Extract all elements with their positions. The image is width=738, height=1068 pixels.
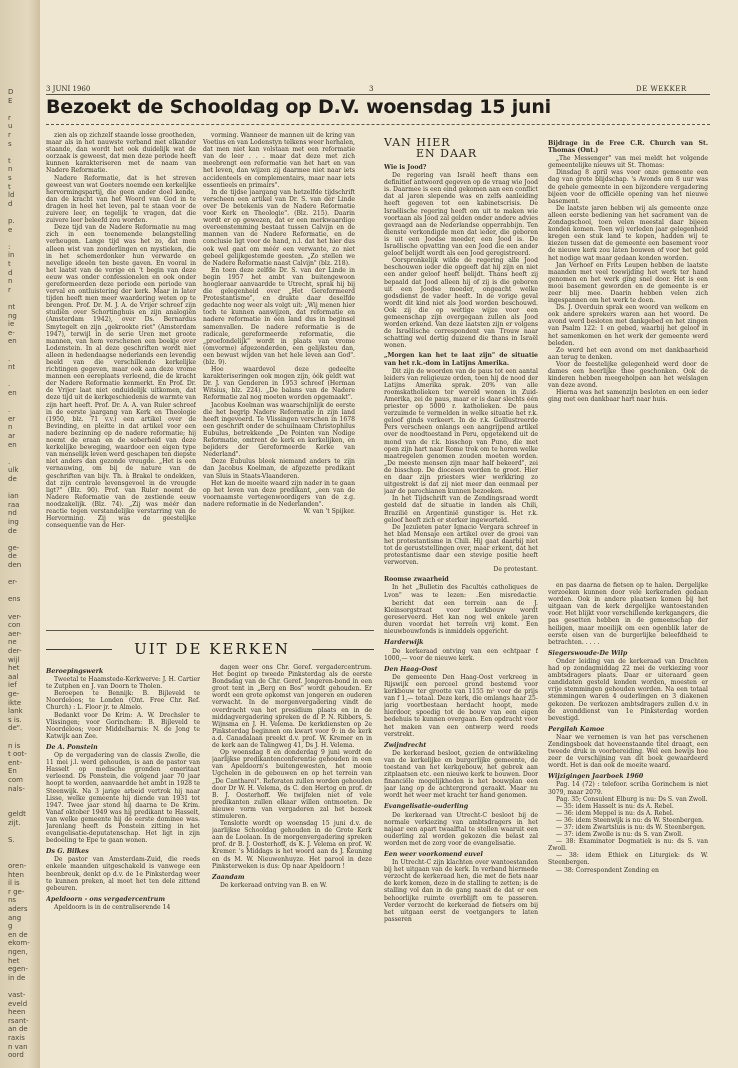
gutter-fragment: geldt <box>8 810 26 819</box>
signature: De protestant. <box>493 566 538 574</box>
paragraph: — 37: idem Zwartsluis is nu: ds W. Steenbergen. <box>556 824 706 831</box>
gutter-fragment: in <box>8 251 15 260</box>
title-rule-left <box>46 649 112 650</box>
paragraph: Het kan de moeite waard zijn nader in te gaan op het leven van deze predikant, „een van de voornaamste vertegenwoordigers van de z.g. nadere reformatie in de Nederlanden". <box>203 479 355 508</box>
gutter-fragment: ge- <box>8 543 20 552</box>
paragraph: — 38: idem Ethiek en Liturgiek: ds W. Steenbergen. <box>548 852 708 867</box>
gutter-fragment: oren- <box>8 862 27 870</box>
gutter-fragment: ulk <box>8 466 19 475</box>
paragraph: Bedankt voor De Krim: A. W. Drechsler te Vlissingen; voor Gorinchem: B. Bijleveld te Noordeloos; voor Middelharnis: N. de Jong te Katwijk aan Zee. <box>46 711 200 740</box>
gutter-fragment: . <box>8 406 11 415</box>
gutter-fragment: lank <box>8 707 23 716</box>
paragraph: Deze Eubulus bleek niemand anders te zijn dan Jacobus Koelman, de afgezette predikant van Sluis in Staats-Vlaanderen. <box>203 458 355 480</box>
gutter-fragment: in de <box>8 973 26 982</box>
kerken-column-4 <box>548 582 708 1060</box>
paragraph: Oorspronkelijk wilde de regering alle Jood beschouwen ieder die opgeeft dat hij zijn en niet een ander geloof heeft belijdt. Thans heeft zij bepaald dat Jood alleen hij of zij is die geboren uit een Joodse moeder, ongeacht welke godsdienst de vader heeft. In de vorige geval wordt dit kind niet als Jood worden beschouwd. Ook zij die op wettige wijze voor een gemeenschap zijn overgegaan zullen als Jood worden erkend. Van deze laatsten zijn er volgens de Israëlische correspondent van Trouw naar schatting wel dertig duizend die thans in Israël wonen. <box>384 257 538 350</box>
paragraph: De Jezuïeten pater Ignacio Vergara schreef in het blad Mensaje een artikel over de groei van het protestantisme in Chili. Hij gaat daarbij niet tot de geruststellingen over, maar erkent, dat het protestantisme daar een stevige positie heeft verworven. <box>384 523 538 567</box>
gutter-fragment: En <box>8 767 17 776</box>
paragraph: De kerkeraad van Utrecht-C besloot bij de normale verkiezing van ambtsdragers in het najaar een apart twaalftal te stellen waaruit een ouderling zal worden gekozen die belast zal worden met de zorg voor de evangelisatie. <box>384 811 538 847</box>
gutter-fragment: heen <box>8 1008 26 1017</box>
adjacent-page-gutter <box>0 0 40 1068</box>
gutter-fragment: ne <box>8 638 17 647</box>
paragraph: Tenslotte wordt op woensdag 15 juni d.v. de jaarlijkse Schooldag gehouden in de Grote Kerk aan de Loolaan. In de morgenvergadering spreken prof. dr B. J. Oosterhoff, ds K. J. Velema en prof. W. Kremer. 's Middags is het woord aan ds J. Keuning en ds M. W. Nieuwenhuyze. Het parool in deze Pinksterweken is dus: Op naar Apeldoorn ! <box>212 820 372 870</box>
gutter-fragment: eveld <box>8 999 28 1008</box>
item-heading: Wie is Jood? <box>384 164 427 171</box>
paragraph: dagen weer ons Chr. Geref. vergadercentrum. Het begint op tweede Pinksterdag als de eerste Bondsdag van de Chr. Geref. Jongeren-bond in een groot tent in „Berg en Bos" wordt gehouden. Er wordt een grote opkomst van jongeren en ouderen verwacht. In de morgenvergadering vindt de overdracht van het presidium plaats en in de middagvergadering spreken de dl P. N. Ribbers, S. Wijnsma en J. H. Velema. De kerkdiensten op 2e Pinksterdag beginnen om kwart voor 9: in de kerk a.d. Canadalaan preekt d.v. prof. W. Kremer en in de kerk aan de Talingweg 41, Ds J. H. Velema. <box>212 664 372 750</box>
item-heading: Beroepingswerk <box>46 668 104 675</box>
paragraph: bericht dat een terrein aan de J. Kleinsorgstraat voor kerkbouw wordt gereserveerd. Het kan nog wel enkele jaren duren voordat het terrein vrij komt. Een nieuwbouwfonds is inmiddels opgericht. <box>384 600 538 636</box>
paragraph: De kerkeraad ontving van B. en W. <box>220 881 328 889</box>
paragraph: — 36: idem Meppel is nu: ds A. Rebel. <box>556 809 674 817</box>
gutter-fragment: de <box>8 475 17 483</box>
gutter-fragment: het <box>8 956 20 965</box>
gutter-fragment: s is. <box>8 715 22 724</box>
paragraph: De pastor van Amsterdam-Zuid, die reeds enkele maanden uitgeschakeld is vanwege een beenbreuk, denkt op d.v. de 1e Pinksterdag weer te kunnen preken, al moet het ten dele zittend gebeuren. <box>46 856 200 892</box>
uit-de-kerken-title: UIT DE KERKEN <box>134 640 290 658</box>
gutter-fragment: u <box>8 122 13 131</box>
paragraph: De kerkeraad besloot, gezien de ontwikkeling van de kerkelijke en burgerlijke gemeente, de toestand van het kerkgebouw, het gebrek aan zitplaatsen etc. een nieuwe kerk te bouwen. Door financiële mogelijkheden is het bouwplan een jaar lang op de achtergrond geraakt. Maar nu wordt het weer met kracht ter hand genomen. <box>384 749 538 800</box>
header-rule <box>46 94 710 95</box>
item-heading: Zaandam <box>212 873 245 881</box>
gutter-fragment: zijt. <box>8 819 21 827</box>
gutter-fragment: t <box>8 260 11 268</box>
paragraph: Op woensdag 8 en donderdag 9 juni wordt de jaarlijkse predikantenconferentie gehouden in een van Apeldoorn's buitengewesten, het mooie Ugchelen in de gebouwen en op het terrein van „De Cantharel". Referaten zullen worden gehouden door Dr W. H. Velema, ds C. den Hertog en prof. dr B. J. Oosterhoff. We twijfelen niet of vele predikanten zullen elkaar willen ontmoeten. De nieuwe vorm van vergaderen zal het bezoek stimuleren. <box>212 749 372 820</box>
item-heading: Harderwijk <box>384 639 424 647</box>
gutter-fragment: rsant- <box>8 1016 29 1025</box>
van-hier-title-line-1: VAN HIER <box>384 136 451 149</box>
gutter-fragment: er <box>8 414 16 423</box>
gutter-fragment: den <box>8 561 22 569</box>
gutter-fragment: ar <box>8 432 16 440</box>
gutter-fragment: nals- <box>8 784 25 793</box>
gutter-fragment: aal <box>8 672 19 681</box>
gutter-fragment: ld <box>8 191 15 200</box>
gutter-fragment: il is <box>8 879 20 888</box>
gutter-fragment: ngen, <box>8 948 28 956</box>
item-heading: „Morgen kan het te laat zijn" de situatie van het r.k.-dom in Latijns Amerika. <box>384 352 538 367</box>
gutter-fragment: t oot- <box>8 750 27 759</box>
paragraph: Beroepen te Bennijk: B. Bijleveld te Noordeloos; te Londen (Ont. Free Chr. Ref. Church) : L. Floor jr. te Almelo. <box>46 690 200 712</box>
article-signature: W. van 't Spijker. <box>303 507 355 515</box>
paragraph: „The Messenger" van mei meldt het volgende gemeentelijke nieuws uit St. Thomas: <box>548 155 708 170</box>
gutter-fragment: ang <box>8 913 22 922</box>
gutter-fragment: . <box>8 354 11 363</box>
gutter-fragment: de". <box>8 724 23 733</box>
paragraph: Onder leiding van de kerkeraad van Drachten had op zondagmiddag 22 mei de verkiezing voor ambtsdragers plaats. Daar er uiteraard geen candidaten gesteld konden worden, moesten er vrije stemmingen gehouden worden. Na een totaal stemmingen waren 4 ouderlingen en 3 diakenen gekozen. De verkozen ambtsdragers zullen d.v. in de avonddienst van 1e Pinksterdag worden bevestigd. <box>548 657 708 722</box>
paragraph: Pag. 35; Consulent Elburg is nu: Ds S. van Zwoll. <box>556 795 708 803</box>
article-column-2 <box>203 132 355 632</box>
paragraph: In de tijdse jaargang van hetzelfde tijdschrift verscheen een artikel van Dr. S. van der Linde over De betekenis van de Nadere Reformatie voor Kerk en Theologie". (Blz. 215). Daarin wordt er op gewezen, dat er een merkwaardige overeenstemming bestaat tussen Calvijn en de mannen van de Nadere Reformatie, en de conclusie ligt voor de hand, n.l. dat het hier dus ook wel gaat om méér een verwante, zo niet gebeel gelijkgestemde geesten. „Zo stellen we de Nadere Reformatie naast Calvijn" (blz. 218). <box>203 188 355 267</box>
gutter-fragment: egen- <box>8 965 29 974</box>
main-headline: Bezoekt de Schooldag op D.V. woensdag 15 juni <box>46 96 551 118</box>
gutter-fragment: ief <box>8 681 17 690</box>
gutter-fragment: der- <box>8 647 22 655</box>
gutter-fragment: wijl <box>8 655 20 664</box>
gutter-fragment: vast- <box>8 991 26 999</box>
paragraph: Op de vergadering van de classis Zwolle, die 11 mei j.l. werd gehouden, is aan de pastor van Hasselt op medische gronden emeritaat verleend. Ds Ponstein, die volgend jaar 70 jaar hoopt te worden, aanvaardde het ambt in 1928 te Steenwijk. Na 3 jarige arbeid vertrok hij naar Lisse, welke gemeente hij diende van 1931 tot 1947. Twee jaar stond hij daarna te De Krim. Vanaf oktober 1949 was hij predikant te Hasselt, van welke gemeente hij de eerste dominee was. Jarenlang heeft ds Ponstein zitting in het evangelisatie-deputatenschap. Het ligt in zijn bedoeling te Epe te gaan wonen. <box>46 752 200 845</box>
gutter-fragment: d <box>8 199 13 208</box>
gutter-fragment: t <box>8 156 11 165</box>
gutter-fragment: ens <box>8 595 21 604</box>
gutter-fragment: e <box>8 225 13 234</box>
paragraph: Jan Verhoef en Frits Leupen hebben de laatste maanden met veel toewijding het werk ter hand genomen en het werk ging snel door. Het is een mooi basement geworden en de gemeente is er zeer blij mee. Daarin hebben velen zich ingespannen om het werk te doen. <box>548 261 708 305</box>
gutter-fragment: ge- <box>8 690 20 698</box>
item-heading: De A. Ponstein <box>46 743 98 751</box>
gutter-fragment: de <box>8 526 17 535</box>
gutter-fragment: . <box>8 457 11 466</box>
title-rule-right <box>312 649 374 650</box>
gutter-fragment: g <box>8 922 13 931</box>
gutter-fragment: an de <box>8 1025 28 1034</box>
gutter-fragment: E <box>8 96 13 105</box>
gutter-fragment: ns <box>8 896 17 905</box>
paragraph: Jacobus Koelman was waarschijnlijk de eerste die het begrip Nadere Reformatie in zijn land heeft ingevoerd. Te Vlissingen verschen in 1678 een geschrift onder de schuilnaam Christophilus Eubulus, betrekkende „De Pointen van Nodige Reformatie, omtrent de kerk en kerkelijken, en bejiders der Gereformeerde Kerke van Nederland". <box>203 401 355 459</box>
paragraph: — 35: idem Hasselt is nu: ds A. Rebel. <box>556 802 674 810</box>
paragraph: In Utrecht-C zijn klachten over wantoestanden bij het uitgaan van de kerk. In verband hiermede verzocht de kerkeraad hen, die met de fiets naar de kerk komen, deze in de stalling te zetten; is de stalling vol dan in de gang naast de dat er een behoorlijke ruimte overblijft om te passeren. Verder verzocht de kerkeraad de fietsers om bij het uitgaan eerst de voetgangers te laten passeren <box>384 859 538 923</box>
gutter-fragment: n <box>8 277 13 286</box>
gutter-fragment: : <box>8 242 11 251</box>
gutter-fragment: n <box>8 423 13 432</box>
gutter-fragment: r <box>8 285 11 294</box>
paragraph: — 37: idem Zwolle is nu: ds S. van Zwoll. <box>556 831 684 839</box>
gutter-fragment: en de <box>8 930 28 939</box>
paragraph: De kerkeraad ontving van een echtpaar f 1000,— voor de nieuwe kerk. <box>384 647 538 662</box>
item-heading: Wijzigingen Jaarboek 1960 <box>548 773 644 781</box>
gutter-fragment: . <box>8 380 11 389</box>
kerken-column-2 <box>212 664 372 1060</box>
gutter-fragment: nd <box>8 509 17 518</box>
paragraph: De laatste jaren hebben wij als gemeente onze alleen eerste bediening van het sacrament van de Zondagschool, toen velen meestal daar bijeen konden komen. Toen wij verleden jaar gelegenheid kregen een stuk land te kopen, hadden wij te kiezen tussen dat de gemeente een basement voor de nieuwe kerk zou laten bouwen of voor het geld het nodige wat maar gedaan konden worden. <box>548 204 708 262</box>
paragraph: Dit zijn de woorden van de paus tot een aantal leiders van religieuze orden, toen hij de nood der Latijns Amerika sprak. 20% van alle roomskatholieken ter wereld wonen in Zuid-Amerika, zei de paus, maar er is daar slechts één priester op 5000 r. katholieken. De paus verzuimde te vermelden in welke situatie het r.k. geloof ginds verkeert. In de r.k. Geïllustreerde Pers verscheen onlangs een aangrijpend artikel over de noodtoestand in Peru, opgetekend uit de mond van de r.k. bisschop van Puno, die met open zijn hart naar Rome trok om te horen welke maatregelen genomen zouden moeten worden. „De meeste mensen zijn maar half bekeerd", zei de bisschop. De diocesen worden te groot. Hier en daar zijn priesters wier werkkring zo uitgestrekt is dat zij niet meer dan eenmaal per jaar de parochianen kunnen bezoeken. <box>384 367 538 496</box>
gutter-fragment: oord <box>8 1051 24 1060</box>
gutter-fragment: ikte <box>8 698 22 707</box>
item-heading: Apeldoorn - ons vergadercentrum <box>46 895 165 903</box>
gutter-fragment: aer- <box>8 629 22 638</box>
item-heading: Ds G. Bilkes <box>46 848 89 856</box>
gutter-fragment: p. <box>8 217 15 225</box>
item-heading: Roomse zwaarheid <box>384 576 449 584</box>
paragraph: Dinsdag 8 april was voor onze gemeente een dag van grote blijdschap. 's Avonds om 8 uur was de gehele gemeente in een bijzondere vergadering bijeen voor de officiële opening van het nieuwe basement. <box>548 169 708 205</box>
paragraph: Deze tijd van de Nadere Reformatie nu mag zich in een toenemende belangstelling verheugen. Lange tijd was het zo, dat men alleen wist van zonderlingen en mystieken, die in het schemerdonker hun verwarde en nevelige ideeën ten beste gaven. En vooral in het laatst van de vorige en 't begin van deze eeuw was onder confessionelen en ook onder gereformeerden deze periode een periode van verval en ontluistering der kerk. Maar in later tijden heeft men meer waardering weten op te brengen. Prof. Dr. M. J. A. de Vrijer schreef zijn studiën over Schortinghuis en zijn analogiën (Amsterdam 1942), over Ds. Bernardus Smytegelt en zijn „gekrookte riet" (Amsterdam 1947), terwijl in de serie Uren met groote mannen, van hem verschenen een boekje over Lodenstein. In al deze geschriften wordt niet alleen in hedendaagse nederlands een levendig beeld van die verschillende kerkelijke richtingen gegeven, maar ook aan deze vrome mannen een eereplaats verleend, die de kracht der Nadere Reformatie kenmerkt. En Prof. Dr. de Vrijer laat niet onduidelijk uitkomen, dat deze tijd uit de kerkgeschiedenis de warmte van zijn hart heeft. Prof. Dr. A. A. van Ruler schreef in de eerste jaargang van Kerk en Theologie (1950, blz. 71 v.v.) een artikel over de Bevinding, en pleitte in dat artikel voor een nadere bezinning op de nadere reformatie; hij noemt de eraan en de soberheid van deze kerkelijke beweging, waardoor een eigen type van menselijk leven werd geschapen ten diepste niet anders dan gezonde vreugde. „Het is een vernauwing, om bij de nature van de geschriften van bijv. Th. à Brakel te ondekken, dat zijn centrale levensgevoel in de vreugde ligt?" (Blz. 90). Prof. van Ruler noemt de Nadere Reformatie van de zestiende eeuw noodzakelijk. (Blz. 74). „Zij was méér dan reactie tegen verstandelijke verstarring van de Hervorming. Zij was de geestelijke consequentie van de Her- <box>46 224 196 530</box>
paragraph: Pag. 14 (72) : telefoor. scriba Gorinchem is niet 3079, maar 2079. <box>548 781 708 796</box>
van-hier-column-1 <box>384 161 538 597</box>
paragraph: In het „Bulletin des Facultés catholiques de Lyon" was te lezen: „Een misredactie, <box>384 584 538 597</box>
item-heading: Bijdrage in de Free C.R. Church van St. Thomas (Ont.) <box>548 140 708 155</box>
paragraph: Ds. J. Overduin sprak een woord van welkom en ook andere sprekers waren aan het woord. De avond werd besloten met dankgebed en het zingen van Psalm 122: 1 en gebed, waarbij het geloof in het samenkomen en het werk der gemeente werd beleden. <box>548 304 708 347</box>
gutter-fragment: hten <box>8 870 24 879</box>
article-column-1 <box>46 132 196 632</box>
paragraph: Apeldoorn is in de centraliserende 14 <box>54 903 171 911</box>
gutter-fragment: en <box>8 440 17 449</box>
gutter-fragment: ng <box>8 311 17 320</box>
item-heading: Een weer voorkomend euvel <box>384 851 483 858</box>
paragraph: — 38: Correspondent Zending en <box>556 866 659 874</box>
item-heading: Siegerswoude-De Wilp <box>548 649 628 657</box>
gutter-fragment: raxis <box>8 1034 25 1042</box>
paragraph: Voor de feestelijke gelegenheid werd door de dames een heerlijke thee geschonken. Ook de kinderen hebben meegeholpen aan het welslagen van deze avond. <box>548 360 708 390</box>
gutter-fragment: en <box>8 389 17 397</box>
gutter-fragment: aders <box>8 905 28 913</box>
gutter-fragment: ing <box>8 518 19 526</box>
paragraph: De regering van Israël heeft thans een definitief antwoord gegeven op de vraag wie Jood is. Daarmee is een eind gekomen aan een conflict dat al jaren slepende was en zelfs aanleiding heeft gegeven tot een kabinetscrisis. De Israëlische regering heeft om uit te maken wie voortaan als Jood zal gelden onder andere advies gevraagd aan de Nederlandse opperrabbijn. Ten dienste verkondigde men dat ieder, die geboren is uit een Joodse moeder, een Jood is. De Israëlische opvatting van een Jood die een ander geloof belijdt wordt als een Jood geregistreerd. <box>384 172 538 258</box>
gutter-fragment: ian <box>8 492 19 501</box>
gutter-fragment: n is <box>8 741 21 750</box>
gutter-fragment: com <box>8 776 23 784</box>
gutter-fragment: de <box>8 552 17 561</box>
paragraph: De gemeente Den Haag-Oost verkreeg in Rijswijk een perceel grond bestemd voor kerkbouw ter grootte van 1155 m² voor de prijs van f 1,— totaal. Deze kerk, die omlangs haar 25-jarig voortbestaan herdacht hoopt, mede hierdoor, spoedig tot de bouw van een eigen bedehuis te kunnen overgaan. Een opdracht voor het maken van een ontwerp werd reeds verstrekt. <box>384 673 538 738</box>
gutter-fragment: d <box>8 268 13 277</box>
kerken-column-1 <box>46 664 200 1060</box>
gutter-fragment: e- <box>8 328 15 337</box>
page-number: 3 <box>369 85 374 93</box>
gutter-fragment: er- <box>8 578 18 587</box>
item-heading: Evangelisatie-ouderling <box>384 803 469 811</box>
item-heading: Pergilah Kamoe <box>548 725 605 733</box>
gutter-fragment: ie <box>8 320 15 329</box>
paragraph: En toen deze zelfde Dr. S. van der Linde in begin 1957 het ambt van buitengewoon hoogleraar aanvaardde te Utrecht, sprak hij bij die gelegenheid over „Het Gereformeerd Protestantisme", en drukte daar deselfde gedachte nog weer als volgt uit: „Wij menen hier toch te kunnen aanwijzen, dat reformatie en nadere reformatie in één land dus in beginsel samenvallen. De nadere reformatie is de radicale, gereformeerde reformatie, die „proefondelijk" wordt in plaats van vrome (omvorme) afgezonderden, een gelijksteu dan, een bewust wijden van het hele leven aan God". (blz. 9). <box>203 266 355 366</box>
gutter-fragment: nt <box>8 303 16 311</box>
gutter-fragment: ekom- <box>8 939 30 948</box>
gutter-fragment: S. <box>8 836 15 845</box>
gutter-fragment: n van <box>8 1042 28 1051</box>
van-hier-column-2 <box>548 137 708 579</box>
paragraph: In het Tijdschrift van de Zendingsraad wordt gesteld dat de situatie in landen als Chili, Brazilië en Argentinië gunstiger is. Het r.k. geloof heeft zich er sterker ingeworteld. <box>384 495 538 524</box>
paragraph: Zo werd het een avond om met dankbaarheid aan terug te denken. <box>548 346 708 361</box>
gutter-fragment: s <box>8 139 12 148</box>
gutter-fragment: het <box>8 664 20 673</box>
gutter-fragment: r <box>8 131 11 139</box>
paragraph: Hoe waardevol deze gedeelte karakteriseringen ook mogen zijn, óók geldt wat Dr. J. van Genderen in 1953 schreef (Herman Witsius, blz. 224). „De balans van de Nadere Reformatie zal nog moeten worden opgemaakt". <box>203 366 355 402</box>
gutter-fragment: r ge- <box>8 887 25 896</box>
paragraph: — 36: idem Steenwijk is nu: ds W. Steenbergen. <box>556 816 704 824</box>
issue-date: 3 JUNI 1960 <box>46 85 91 93</box>
gutter-fragment: n <box>8 165 13 174</box>
paragraph: Tweetal te Haamstede-Kerkwerve: J. H. Cartier te Zutphen en J. van Doorn te Tholen. <box>46 676 200 691</box>
van-hier-en-daar-title <box>384 137 484 159</box>
paragraph: zien als op zichzelf staande losse grootheden, maar als in het nauwste verband met elkander staande, dan wordt het ook duidelijk wat de oorzaak is geweest, dat men deze periode heeft kunnen karakteriseren met de naam van Nadere Reformatie. <box>46 132 196 175</box>
paragraph: — 38: Examinator Dogmatiek is nu: ds S. van Zwoll. <box>548 838 708 853</box>
gutter-fragment: nt <box>8 363 16 372</box>
gutter-fragment: t <box>8 182 11 191</box>
gutter-fragment: r <box>8 113 11 122</box>
paragraph: en pas daarna de fietsen op te halen. Dergelijke verzoeken kunnen door vele kerkeraden gedaan worden. Ook in andere plaatsen komen bij het uitgaan van de kerk dergelijke wantoestanden voor. Het blijkt voor verschillende kerkgangers, die pas gesetten hebben in de gemeenschap der heiligen, maar moeilijk om een ogenblik later de eerste eisen van de burgerlijke beleefdheid te betrachten. . . . . <box>548 582 708 646</box>
paragraph: Hierna was het samenzijn besloten en een ieder ging met een dankbaar hart naar huis. <box>548 389 708 404</box>
item-heading: Zwijndrecht <box>384 741 427 749</box>
headline-dash-rule <box>46 124 710 125</box>
paragraph: Nadere Reformatie, dat is het streven geweest van wat Goeters noemde een kerkelijke hervormingspartij, die geen ander doel kende, dan de kracht van het Woord van God in te dragen in heel het leven, pal te staan voor de zuivere leer, en tegelijk te vragen, dat die zuivere leer beleefd zou worden. <box>46 174 196 225</box>
paragraph: vorming. Wanneer de mannen uit de kring van Voetius en van Lodenstyn telkens weer herhalen, dat men niet kan volstaan met een reformatie van de leer . . . maar dat deze met zich meebrengt een reformatie van het hart en van het leven, dan wijzen zij daarmee niet naar iets accidenteels en complementairs, maar naar iets essentieels en primairs". <box>203 132 355 189</box>
gutter-fragment: ver- <box>8 612 22 621</box>
van-hier-title-line-2: EN DAAR <box>416 147 478 160</box>
kerken-column-3 <box>384 600 538 1060</box>
item-heading: Den Haag-Oost <box>384 665 438 673</box>
paragraph: Naar we vernemen is van het pas verschenen Zendingsboek dat hoveenstaande titel draagt, een tweede druk in voorbereiding. Wel een bewijs hoe zeer de verschijning van dit boek gewaardeerd wordt. Het is dan ook de moeite waard. <box>548 733 708 770</box>
gutter-fragment: D <box>8 88 14 96</box>
gutter-fragment: en <box>8 337 17 346</box>
section-separator <box>46 630 374 631</box>
gutter-fragment: ent- <box>8 758 23 767</box>
gutter-fragment: raa <box>8 500 20 509</box>
publication-name: DE WEKKER <box>636 85 687 93</box>
gutter-fragment: s <box>8 174 12 182</box>
gutter-fragment: con <box>8 621 21 630</box>
